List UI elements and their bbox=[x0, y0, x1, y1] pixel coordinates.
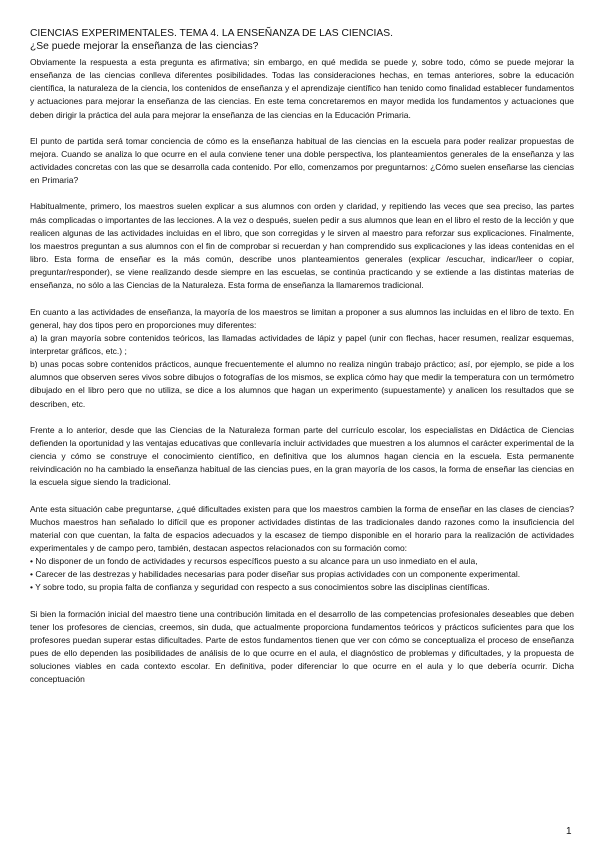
paragraph-starting-point: El punto de partida será tomar conciencia de cómo es la enseñanza habitual de las ciencias en la escuela para poder realizar propuestas de mejora. Cuando se analiza lo que ocurre en el aula conviene tener una doble perspectiva, los planteamientos generales de la enseñanza y las actividades concretas con las que se desarrolla cada contenido. Por ello, comenzamos por preguntarnos: ¿Cómo suelen enseñarse las ciencias en Primaria? bbox=[30, 135, 574, 186]
document-body bbox=[30, 56, 574, 687]
paragraph-intro: Obviamente la respuesta a esta pregunta es afirmativa; sin embargo, en qué medida se puede y, sobre todo, cómo se puede mejorar la enseñanza de las ciencias conlleva diferentes posibilidades. Todas las consideraciones hechas, en temas anteriores, sobre la educación científica, la naturaleza de la ciencia, los contenidos de enseñanza y el aprendizaje científico han tenido como finalidad establecer fundamentos y actuaciones para mejorar la enseñanza de las ciencias. En este tema concretaremos en mayor medida los fundamentos y actuaciones que deben dirigir la práctica del aula para mejorar la enseñanza de las ciencias en la Educación Primaria. bbox=[30, 57, 574, 120]
bullet-item-2: • Carecer de las destrezas y habilidades necesarias para poder diseñar sus propias actividades con un componente experimental. bbox=[30, 569, 521, 580]
document-subtitle: ¿Se puede mejorar la enseñanza de las ciencias? bbox=[30, 41, 259, 52]
document-header bbox=[30, 28, 575, 53]
page-number: 1 bbox=[566, 826, 572, 837]
paragraph-traditional-teaching: Habitualmente, primero, los maestros suelen explicar a sus alumnos con orden y claridad, y repitiendo las veces que sea preciso, las partes más complicadas o importantes de las lecciones. A la vez o después, suelen pedir a sus alumnos que lean en el libro el resto de la lección y que realicen algunas de las actividades incluidas en el libro, que son corregidas y le sirven al maestro para reforzar sus explicaciones. Finalmente, los maestros preguntan a sus alumnos con el fin de comprobar si recuerdan y han comprendido sus explicaciones y las ideas contenidas en el libro. Esta forma de enseñar es la más común, describe unos planteamientos generales (explicar /escuchar, indicar/leer o copiar, preguntar/responder), se viene realizando desde siempre en las escuelas, se continúa practicando y se extiende a las distintas materias de enseñanza, no sólo a las Ciencias de la Naturaleza. Esta forma de enseñanza la llamaremos tradicional. bbox=[30, 201, 574, 291]
paragraph-initial-training: Si bien la formación inicial del maestro tiene una contribución limitada en el desarrollo de las competencias profesionales deseables que deben tener los profesores de ciencias, creemos, sin duda, que actualmente proporciona fundamentos teóricos y prácticos suficientes para que los profesores puedan superar estas dificultades. Parte de estos fundamentos tienen que ver con cómo se conceptualiza el proceso de enseñanza pues de ello dependen las posibilidades de análisis de lo que ocurre en el aula, el diagnóstico de problemas y dificultades, y la propuesta de soluciones viables en cada contexto escolar. En definitiva, poder diferenciar lo que ocurre en el aula y lo que debería ocurrir. Dicha conceptuación bbox=[30, 608, 574, 685]
paragraph-activities: En cuanto a las actividades de enseñanza, la mayoría de los maestros se limitan a proponer a sus alumnos las incluidas en el libro de texto. En general, hay dos tipos pero en proporciones muy diferentes: bbox=[30, 306, 574, 330]
bullet-item-1: • No disponer de un fondo de actividades y recursos específicos puesto a su alcance para un uso inmediato en el aula, bbox=[30, 556, 478, 567]
paragraph-difficulties: Ante esta situación cabe preguntarse, ¿qué dificultades existen para que los maestros cambien la forma de enseñar en las clases de ciencias? Muchos maestros han señalado lo difícil que es proponer actividades distintas de las tradicionales dando razones como la insuficiencia del material con que cuentan, la falta de espacios adecuados y la escasez de tiempo disponible en el horario para la realización de actividades experimentales y de campo pero, también, destacan aspectos relacionados con su formación como: bbox=[30, 503, 574, 553]
paragraph-specialists: Frente a lo anterior, desde que las Ciencias de la Naturaleza forman parte del currículo escolar, los especialistas en Didáctica de Ciencias defienden la oportunidad y las ventajas educativas que conllevaría incluir actividades que muestren a los alumnos el carácter experimental de la ciencia y cómo se construye el conocimiento científico, en definitiva que los alumnos hagan ciencia en la escuela. Esta permanente reivindicación no ha cambiado la enseñanza habitual de las ciencias pues, en la gran mayoría de los casos, la forma de enseñar las ciencias en la escuela sigue siendo la tradicional. bbox=[30, 424, 574, 488]
document-title: CIENCIAS EXPERIMENTALES. TEMA 4. LA ENSEÑANZA DE LAS CIENCIAS. bbox=[30, 28, 393, 39]
bullet-item-3: • Y sobre todo, su propia falta de confianza y seguridad con respecto a sus conocimientos sobre las disciplinas científicas. bbox=[30, 582, 490, 593]
list-item-a: a) la gran mayoría sobre contenidos teóricos, las llamadas actividades de lápiz y papel (unir con flechas, hacer resumen, realizar esquemas, interpretar gráficos, etc.) ; bbox=[30, 332, 574, 356]
list-item-b: b) unas pocas sobre contenidos prácticos, aunque frecuentemente el alumno no realiza ningún trabajo práctico; así, por ejemplo, se pide a los alumnos que observen seres vivos sobre dibujos o fotografías de los mismos, se explica cómo hay que medir la temperatura con un termómetro dibujado en el libro pero que no utiliza, se dice a los alumnos que hagan un experimento (supuestamente) y analicen los resultados que se describen, etc. bbox=[30, 359, 574, 409]
